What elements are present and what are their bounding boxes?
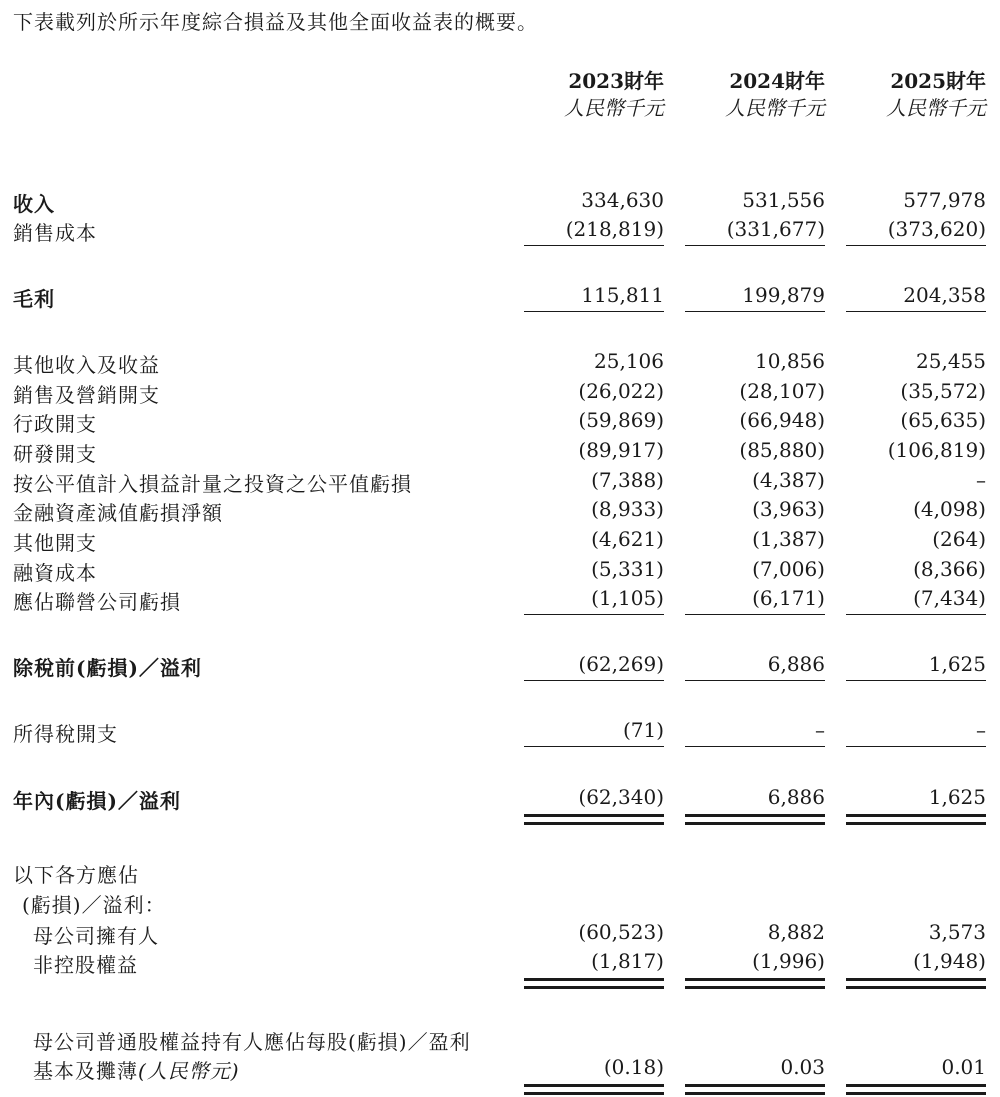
row-label: 銷售成本: [13, 221, 97, 245]
column-header-2025: [846, 68, 986, 122]
column-currency: 人民幣千元: [564, 96, 664, 120]
value-2025: (35,572): [900, 379, 986, 403]
subtotal-rule: [524, 245, 664, 246]
row-profit-before-tax: [0, 650, 1000, 680]
row-label: 融資成本: [13, 561, 97, 585]
value-2023: (89,917): [578, 438, 664, 462]
row-owners-of-parent: [0, 918, 1000, 948]
row-cost-of-sales: [0, 215, 1000, 245]
column-currency: 人民幣千元: [886, 96, 986, 120]
row-gross-profit: [0, 281, 1000, 311]
row-income-tax: [0, 716, 1000, 746]
value-2024: (3,963): [752, 497, 825, 521]
eps-unit: (人民幣元): [138, 1059, 240, 1083]
total-double-rule: [524, 814, 664, 825]
value-2025: (65,635): [900, 408, 986, 432]
value-2024: 199,879: [742, 283, 825, 307]
subtotal-rule: [846, 746, 986, 747]
value-2023: (218,819): [565, 217, 664, 241]
column-currency: 人民幣千元: [725, 96, 825, 120]
value-2023: (59,869): [578, 408, 664, 432]
value-2025: 204,358: [903, 283, 986, 307]
subtotal-rule: [846, 311, 986, 312]
value-2023: (4,621): [591, 527, 664, 551]
value-2025: 3,573: [928, 920, 986, 944]
value-2024: (28,107): [739, 379, 825, 403]
value-2024: (6,171): [752, 586, 825, 610]
value-2024: (1,387): [752, 527, 825, 551]
value-2024: 6,886: [767, 652, 825, 676]
total-double-rule: [685, 814, 825, 825]
row-label: 所得稅開支: [13, 722, 118, 746]
value-2024: (85,880): [739, 438, 825, 462]
total-double-rule: [524, 1084, 664, 1095]
column-header-2023: [524, 68, 664, 122]
row-label: 銷售及營銷開支: [13, 383, 160, 407]
value-2025: –: [976, 468, 986, 492]
value-2023: (7,388): [591, 468, 664, 492]
row-fair-value-loss: [0, 466, 1000, 496]
value-2023: 115,811: [581, 283, 664, 307]
value-2025: 0.01: [941, 1055, 986, 1079]
row-label: 金融資產減值虧損淨額: [13, 501, 223, 525]
row-label: 毛利: [13, 287, 55, 311]
value-2024: –: [815, 718, 825, 742]
row-label: 除稅前(虧損)／溢利: [13, 656, 202, 680]
row-revenue: [0, 186, 1000, 216]
value-2024: 10,856: [755, 349, 825, 373]
subtotal-rule: [685, 311, 825, 312]
row-attributable-heading: [0, 857, 1000, 887]
total-double-rule: [685, 978, 825, 989]
row-label: 母公司擁有人: [33, 924, 159, 948]
total-double-rule: [524, 978, 664, 989]
eps-label: 基本及攤薄: [33, 1059, 138, 1083]
row-finance-costs: [0, 555, 1000, 585]
row-other-expenses: [0, 525, 1000, 555]
total-double-rule: [846, 1084, 986, 1095]
subtotal-rule: [846, 680, 986, 681]
row-rd-expenses: [0, 436, 1000, 466]
value-2025: 577,978: [903, 188, 986, 212]
total-double-rule: [846, 814, 986, 825]
value-2024: (66,948): [739, 408, 825, 432]
row-label: 其他收入及收益: [13, 353, 160, 377]
row-other-income: [0, 347, 1000, 377]
row-share-of-associates: [0, 584, 1000, 614]
row-label: 行政開支: [13, 412, 97, 436]
subtotal-rule: [524, 311, 664, 312]
value-2025: (264): [932, 527, 986, 551]
value-2024: (331,677): [726, 217, 825, 241]
row-selling-expenses: [0, 377, 1000, 407]
row-label: 研發開支: [13, 442, 97, 466]
column-header-2024: [685, 68, 825, 122]
value-2024: 8,882: [767, 920, 825, 944]
column-year: 2024財年: [729, 69, 825, 93]
total-double-rule: [685, 1084, 825, 1095]
value-2024: (4,387): [752, 468, 825, 492]
row-eps-basic-diluted: [0, 1053, 1000, 1083]
value-2023: (26,022): [578, 379, 664, 403]
subtotal-rule: [524, 614, 664, 615]
subtotal-rule: [685, 680, 825, 681]
value-2023: (71): [622, 718, 664, 742]
row-net-profit: [0, 783, 1000, 813]
value-2024: (1,996): [752, 949, 825, 973]
value-2023: (62,340): [578, 785, 664, 809]
row-label: [33, 1055, 240, 1084]
value-2025: (106,819): [887, 438, 986, 462]
row-label: 以下各方應佔: [13, 863, 139, 887]
value-2025: (7,434): [913, 586, 986, 610]
value-2024: 6,886: [767, 785, 825, 809]
value-2023: (5,331): [591, 557, 664, 581]
row-label: (虧損)／溢利：: [22, 893, 166, 917]
subtotal-rule: [524, 746, 664, 747]
column-year: 2023財年: [568, 69, 664, 93]
row-label: 按公平值計入損益計量之投資之公平值虧損: [13, 472, 412, 496]
value-2025: (1,948): [913, 949, 986, 973]
value-2025: –: [976, 718, 986, 742]
value-2023: (8,933): [591, 497, 664, 521]
row-eps-heading: [0, 1024, 1000, 1054]
total-double-rule: [846, 978, 986, 989]
subtotal-rule: [846, 614, 986, 615]
value-2025: 1,625: [928, 785, 986, 809]
subtotal-rule: [846, 245, 986, 246]
intro-text: 下表載列於所示年度綜合損益及其他全面收益表的概要。: [13, 10, 538, 34]
row-non-controlling-interests: [0, 947, 1000, 977]
subtotal-rule: [685, 614, 825, 615]
row-label: 母公司普通股權益持有人應佔每股(虧損)／盈利: [33, 1030, 471, 1054]
value-2025: (8,366): [913, 557, 986, 581]
subtotal-rule: [685, 245, 825, 246]
row-attributable-heading-2: [0, 887, 1000, 917]
value-2024: (7,006): [752, 557, 825, 581]
value-2023: (1,817): [591, 949, 664, 973]
row-impairment: [0, 495, 1000, 525]
value-2025: 25,455: [916, 349, 986, 373]
value-2024: 531,556: [742, 188, 825, 212]
value-2025: 1,625: [928, 652, 986, 676]
row-admin-expenses: [0, 406, 1000, 436]
value-2023: 334,630: [581, 188, 664, 212]
row-label: 年內(虧損)／溢利: [13, 789, 181, 813]
column-year: 2025財年: [890, 69, 986, 93]
value-2023: (0.18): [603, 1055, 664, 1079]
row-label: 非控股權益: [33, 953, 138, 977]
value-2023: (60,523): [578, 920, 664, 944]
row-label: 其他開支: [13, 531, 97, 555]
row-label: 收入: [13, 192, 55, 216]
subtotal-rule: [524, 680, 664, 681]
value-2025: (373,620): [887, 217, 986, 241]
row-label: 應佔聯營公司虧損: [13, 590, 181, 614]
value-2023: (62,269): [578, 652, 664, 676]
value-2024: 0.03: [780, 1055, 825, 1079]
subtotal-rule: [685, 746, 825, 747]
value-2023: 25,106: [594, 349, 664, 373]
value-2023: (1,105): [591, 586, 664, 610]
value-2025: (4,098): [913, 497, 986, 521]
